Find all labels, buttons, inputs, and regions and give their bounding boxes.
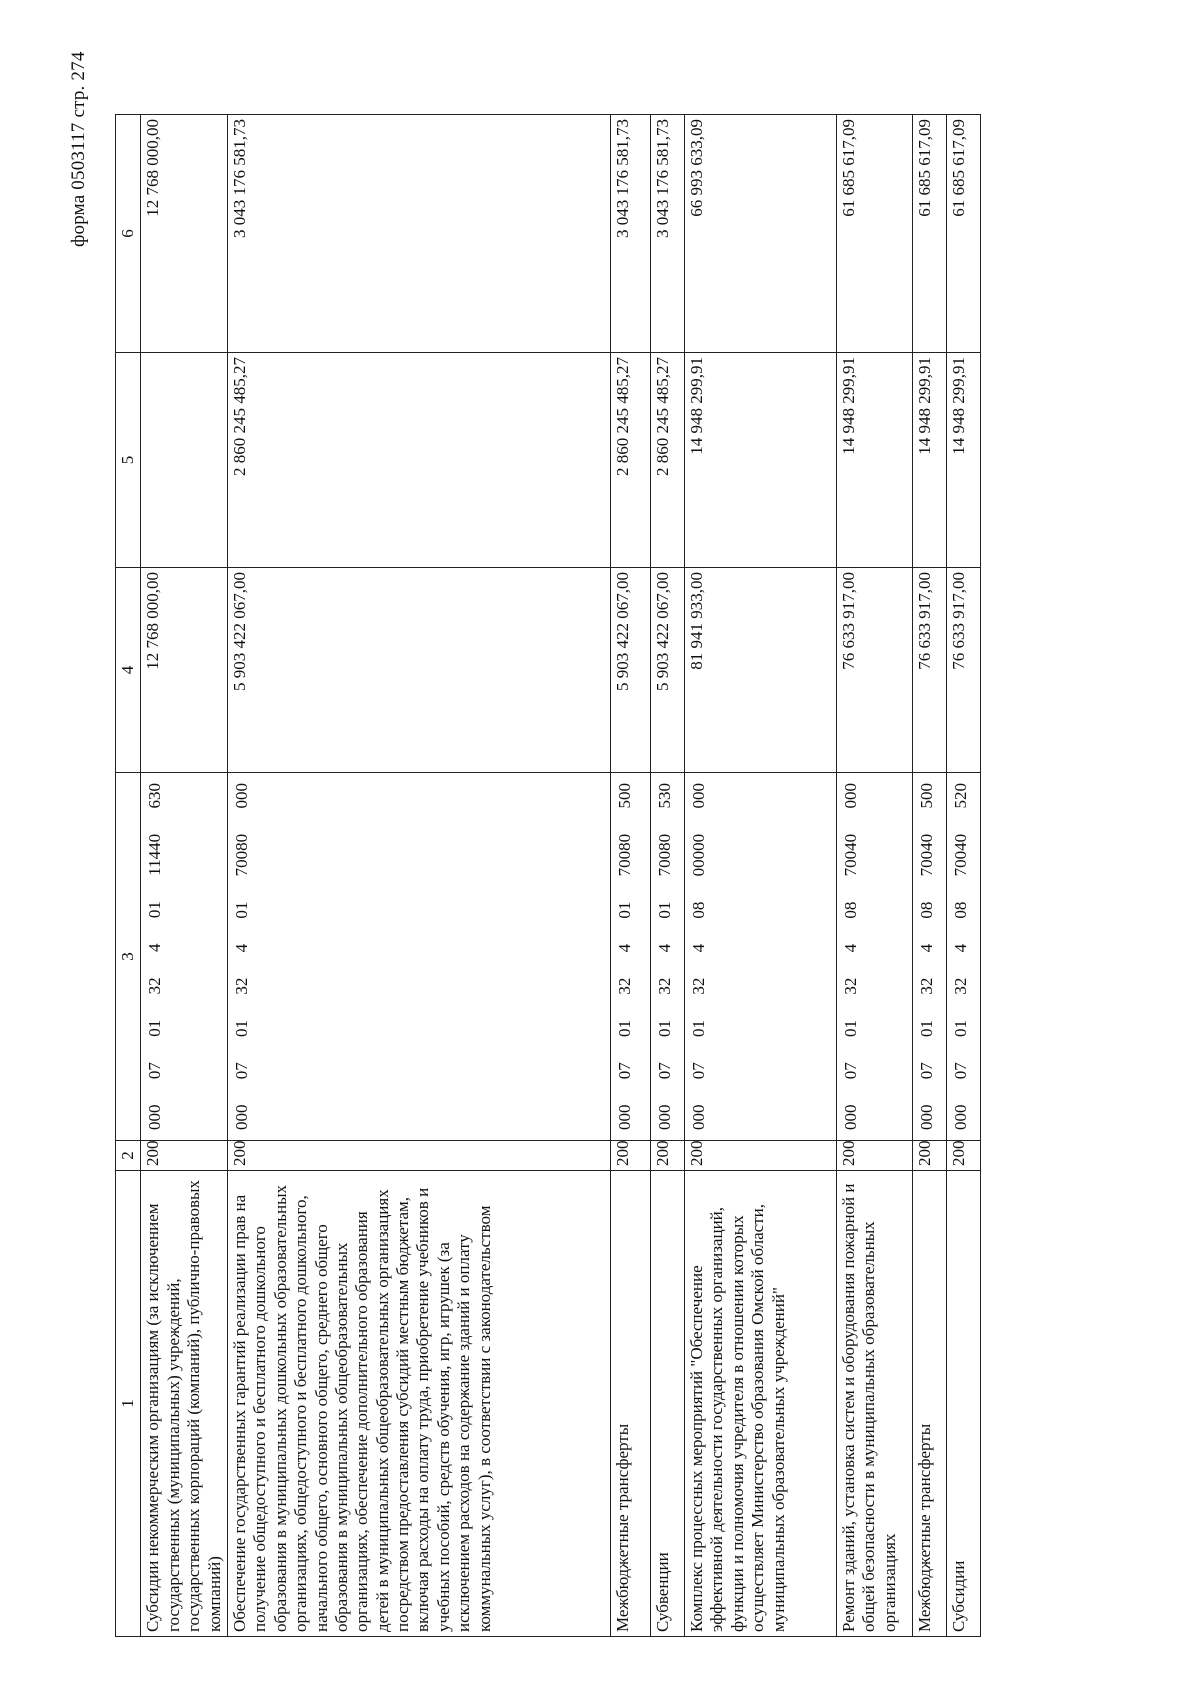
row-approved-amount: 5 903 422 067,00 — [610, 568, 650, 773]
budget-code-part: 01 — [145, 901, 165, 919]
table-body — [141, 115, 981, 1637]
budget-code-part: 4 — [654, 943, 674, 953]
budget-code-part: 11440 — [145, 833, 165, 876]
budget-code-part: 520 — [950, 783, 970, 809]
budget-code-part: 01 — [145, 1019, 165, 1037]
budget-code-part: 01 — [614, 1019, 634, 1037]
row-budget-code — [610, 773, 650, 1141]
budget-code-part: 000 — [916, 1104, 936, 1130]
column-header-6: 6 — [116, 115, 141, 353]
table-row — [141, 115, 228, 1637]
table-row — [946, 115, 980, 1637]
row-name: Межбюджетные трансферты — [610, 1171, 650, 1637]
budget-code-part: 000 — [145, 1104, 165, 1130]
table-row — [227, 115, 610, 1637]
row-approved-amount: 5 903 422 067,00 — [650, 568, 684, 773]
budget-code-part: 01 — [654, 1019, 674, 1037]
row-line-code: 200 — [141, 1141, 228, 1171]
budget-code-part: 08 — [840, 901, 860, 919]
row-budget-code — [946, 773, 980, 1141]
budget-code-part: 32 — [916, 977, 936, 995]
column-header-1: 1 — [116, 1171, 141, 1637]
budget-code-part: 07 — [614, 1062, 634, 1080]
row-line-code: 200 — [650, 1141, 684, 1171]
row-approved-amount: 76 633 917,00 — [836, 568, 912, 773]
budget-code-part: 70080 — [231, 833, 251, 877]
row-budget-code — [684, 773, 836, 1141]
budget-code-part: 70040 — [950, 833, 970, 877]
budget-code-part: 07 — [688, 1062, 708, 1080]
budget-code-part: 32 — [688, 977, 708, 995]
budget-code-part: 000 — [614, 1104, 634, 1130]
row-approved-amount: 5 903 422 067,00 — [227, 568, 610, 773]
row-executed-amount: 2 860 245 485,27 — [227, 353, 610, 568]
row-name: Ремонт зданий, установка систем и оборудования пожарной и общей безопасности в муниципальных образовательных организациях — [836, 1171, 912, 1637]
table-row — [650, 115, 684, 1637]
row-budget-code — [650, 773, 684, 1141]
budget-code-part: 32 — [231, 977, 251, 995]
row-executed-amount — [141, 353, 228, 568]
budget-code-part: 70080 — [614, 833, 634, 877]
column-header-4: 4 — [116, 568, 141, 773]
budget-code-part: 4 — [145, 943, 165, 952]
budget-code-part: 01 — [614, 901, 634, 919]
budget-code-part: 000 — [688, 1104, 708, 1130]
budget-code-part: 000 — [231, 1104, 251, 1130]
row-unexecuted-amount: 3 043 176 581,73 — [227, 115, 610, 353]
row-unexecuted-amount: 61 685 617,09 — [946, 115, 980, 353]
row-budget-code — [912, 773, 946, 1141]
budget-code-part: 07 — [950, 1062, 970, 1080]
budget-code-part: 500 — [614, 783, 634, 809]
row-name: Субсидии — [946, 1171, 980, 1637]
budget-code-part: 630 — [145, 783, 165, 809]
column-header-row — [116, 115, 141, 1637]
row-unexecuted-amount: 12 768 000,00 — [141, 115, 228, 353]
row-executed-amount: 2 860 245 485,27 — [610, 353, 650, 568]
budget-code-part: 00000 — [688, 833, 708, 877]
row-line-code: 200 — [836, 1141, 912, 1171]
budget-code-part: 32 — [950, 977, 970, 995]
budget-code-part: 70080 — [654, 833, 674, 877]
row-name: Субвенции — [650, 1171, 684, 1637]
budget-code-part: 4 — [840, 943, 860, 953]
table-row — [836, 115, 912, 1637]
budget-code-part: 01 — [688, 1019, 708, 1037]
rotated-page — [0, 51, 1200, 1697]
budget-code-part: 08 — [688, 901, 708, 919]
budget-code-part: 000 — [654, 1104, 674, 1130]
row-line-code: 200 — [610, 1141, 650, 1171]
budget-code-part: 01 — [231, 901, 251, 919]
row-approved-amount: 12 768 000,00 — [141, 568, 228, 773]
row-line-code: 200 — [912, 1141, 946, 1171]
row-approved-amount: 76 633 917,00 — [912, 568, 946, 773]
row-executed-amount: 14 948 299,91 — [946, 353, 980, 568]
budget-code-part: 000 — [688, 783, 708, 809]
row-line-code: 200 — [946, 1141, 980, 1171]
budget-code-part: 70040 — [840, 833, 860, 877]
budget-code-part: 70040 — [916, 833, 936, 877]
budget-code-part: 500 — [916, 783, 936, 809]
budget-code-part: 000 — [950, 1104, 970, 1130]
row-name: Обеспечение государственных гарантий реализации прав на получение общедоступного и бесплатного дошкольного образования в муниципальных дошкольных образовательных организациях, общедоступного и бесплатного дошкольного, начального общего, основного общего, среднего общего образования в муниципальных общеобразовательных организациях, обеспечение дополнительного образования детей в муниципальных общеобразовательных организациях посредством предоставления субсидий местным бюджетам, включая расходы на оплату труда, приобретение учебников и учебных пособий, средств обучения, игр, игрушек (за исключением расходов на содержание зданий и оплату коммунальных услуг), в соответствии с законодательством — [227, 1171, 610, 1637]
budget-code-part: 01 — [840, 1019, 860, 1037]
budget-table — [115, 114, 981, 1637]
budget-code-part: 4 — [916, 943, 936, 953]
budget-code-part: 4 — [950, 943, 970, 953]
row-line-code: 200 — [227, 1141, 610, 1171]
budget-code-part: 000 — [231, 783, 251, 809]
budget-code-part: 000 — [840, 1104, 860, 1130]
row-unexecuted-amount: 3 043 176 581,73 — [610, 115, 650, 353]
row-unexecuted-amount: 66 993 633,09 — [684, 115, 836, 353]
table-row — [912, 115, 946, 1637]
column-header-3: 3 — [116, 773, 141, 1141]
budget-code-part: 32 — [145, 977, 165, 995]
row-name: Межбюджетные трансферты — [912, 1171, 946, 1637]
budget-code-part: 01 — [950, 1019, 970, 1037]
row-executed-amount: 14 948 299,91 — [684, 353, 836, 568]
row-name: Субсидии некоммерческим организациям (за исключением государственных (муниципальных) учреждений, государственных корпораций (компаний), публично-правовых компаний) — [141, 1171, 228, 1637]
budget-code-part: 32 — [614, 977, 634, 995]
budget-code-part: 4 — [614, 943, 634, 953]
budget-code-part: 08 — [916, 901, 936, 919]
budget-code-part: 32 — [654, 977, 674, 995]
budget-code-part: 07 — [145, 1062, 165, 1080]
form-label: форма 0503117 стр. 274 — [68, 51, 89, 247]
row-approved-amount: 76 633 917,00 — [946, 568, 980, 773]
row-executed-amount: 14 948 299,91 — [912, 353, 946, 568]
row-approved-amount: 81 941 933,00 — [684, 568, 836, 773]
row-line-code: 200 — [684, 1141, 836, 1171]
budget-code-part: 01 — [231, 1019, 251, 1037]
column-header-2: 2 — [116, 1141, 141, 1171]
budget-code-part: 07 — [840, 1062, 860, 1080]
row-budget-code — [836, 773, 912, 1141]
row-executed-amount: 2 860 245 485,27 — [650, 353, 684, 568]
row-budget-code — [227, 773, 610, 1141]
budget-code-part: 4 — [231, 943, 251, 953]
row-unexecuted-amount: 61 685 617,09 — [836, 115, 912, 353]
budget-code-part: 4 — [688, 943, 708, 953]
budget-code-part: 01 — [916, 1019, 936, 1037]
row-name: Комплекс процессных мероприятий "Обеспечение эффективной деятельности государственных организаций, функции и полномочия учредителя в отношении которых осуществляет Министерство образования Омской области, муниципальных образовательных учреждений" — [684, 1171, 836, 1637]
budget-code-part: 07 — [654, 1062, 674, 1080]
budget-code-part: 32 — [840, 977, 860, 995]
table-row — [610, 115, 650, 1637]
budget-code-part: 08 — [950, 901, 970, 919]
budget-code-part: 01 — [654, 901, 674, 919]
budget-code-part: 07 — [231, 1062, 251, 1080]
row-unexecuted-amount: 3 043 176 581,73 — [650, 115, 684, 353]
budget-code-part: 000 — [840, 783, 860, 809]
row-executed-amount: 14 948 299,91 — [836, 353, 912, 568]
column-header-5: 5 — [116, 353, 141, 568]
row-unexecuted-amount: 61 685 617,09 — [912, 115, 946, 353]
table-row — [684, 115, 836, 1637]
row-budget-code — [141, 773, 228, 1141]
budget-code-part: 07 — [916, 1062, 936, 1080]
budget-code-part: 530 — [654, 783, 674, 809]
